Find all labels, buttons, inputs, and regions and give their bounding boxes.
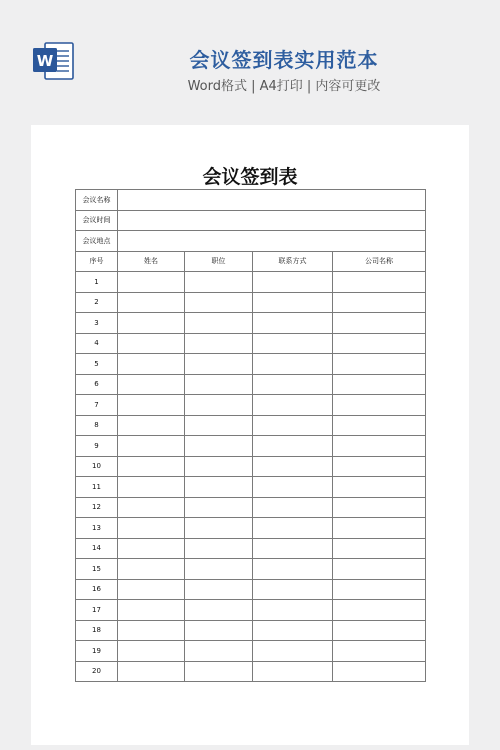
table-cell: [185, 518, 253, 539]
table-cell: [185, 661, 253, 682]
table-cell: [118, 538, 185, 559]
table-cell: [185, 395, 253, 416]
column-header: 联系方式: [253, 251, 333, 272]
row-number: 4: [76, 333, 118, 354]
table-cell: [253, 374, 333, 395]
column-header: 序号: [76, 251, 118, 272]
row-number: 12: [76, 497, 118, 518]
row-number: 14: [76, 538, 118, 559]
row-number: 7: [76, 395, 118, 416]
table-cell: [333, 292, 426, 313]
table-row: [76, 313, 426, 334]
table-cell: [253, 518, 333, 539]
table-row: [76, 436, 426, 457]
table-cell: [253, 292, 333, 313]
table-cell: [118, 272, 185, 293]
row-number: 16: [76, 579, 118, 600]
row-number: 2: [76, 292, 118, 313]
table-cell: [253, 354, 333, 375]
table-cell: [118, 518, 185, 539]
table-cell: [333, 600, 426, 621]
word-document-icon: [31, 40, 77, 82]
table-row: [76, 579, 426, 600]
table-cell: [118, 313, 185, 334]
meta-row: [76, 231, 426, 252]
table-cell: [185, 436, 253, 457]
table-cell: [253, 600, 333, 621]
table-cell: [333, 333, 426, 354]
meta-row: [76, 190, 426, 211]
meta-value-cell: [118, 190, 426, 211]
table-cell: [333, 579, 426, 600]
table-cell: [333, 456, 426, 477]
row-number: 18: [76, 620, 118, 641]
table-cell: [333, 497, 426, 518]
row-number: 1: [76, 272, 118, 293]
column-header: 公司名称: [333, 251, 426, 272]
table-cell: [253, 456, 333, 477]
table-cell: [333, 641, 426, 662]
table-cell: [185, 497, 253, 518]
table-cell: [253, 477, 333, 498]
column-header-row: [76, 251, 426, 272]
table-cell: [118, 374, 185, 395]
table-cell: [333, 477, 426, 498]
column-header: 职位: [185, 251, 253, 272]
table-row: [76, 292, 426, 313]
table-cell: [253, 538, 333, 559]
table-row: [76, 456, 426, 477]
table-cell: [333, 436, 426, 457]
table-cell: [118, 456, 185, 477]
table-cell: [185, 374, 253, 395]
row-number: 10: [76, 456, 118, 477]
table-cell: [185, 620, 253, 641]
table-cell: [333, 559, 426, 580]
table-cell: [253, 497, 333, 518]
table-cell: [185, 538, 253, 559]
table-cell: [118, 415, 185, 436]
table-cell: [185, 354, 253, 375]
document-preview: [31, 125, 469, 745]
table-cell: [185, 477, 253, 498]
table-cell: [118, 497, 185, 518]
row-number: 13: [76, 518, 118, 539]
row-number: 3: [76, 313, 118, 334]
table-cell: [333, 415, 426, 436]
row-number: 9: [76, 436, 118, 457]
document-title: 会议签到表: [202, 166, 298, 188]
table-cell: [253, 620, 333, 641]
page-header: [0, 0, 500, 125]
table-cell: [185, 292, 253, 313]
row-number: 11: [76, 477, 118, 498]
table-row: [76, 415, 426, 436]
table-cell: [118, 292, 185, 313]
table-row: [76, 518, 426, 539]
row-number: 19: [76, 641, 118, 662]
table-cell: [253, 395, 333, 416]
table-cell: [185, 415, 253, 436]
table-row: [76, 333, 426, 354]
table-cell: [185, 600, 253, 621]
table-row: [76, 497, 426, 518]
table-cell: [185, 333, 253, 354]
table-cell: [333, 518, 426, 539]
table-cell: [118, 354, 185, 375]
table-row: [76, 641, 426, 662]
table-cell: [185, 641, 253, 662]
meta-label: 会议名称: [76, 190, 118, 211]
page-title: 会议签到表实用范本: [189, 48, 379, 72]
table-cell: [118, 641, 185, 662]
meta-value-cell: [118, 210, 426, 231]
meta-label: 会议时间: [76, 210, 118, 231]
column-header: 姓名: [118, 251, 185, 272]
table-cell: [185, 313, 253, 334]
table-row: [76, 559, 426, 580]
table-cell: [185, 559, 253, 580]
table-cell: [118, 436, 185, 457]
table-row: [76, 620, 426, 641]
row-number: 20: [76, 661, 118, 682]
table-cell: [185, 579, 253, 600]
table-row: [76, 272, 426, 293]
table-cell: [118, 661, 185, 682]
meta-value-cell: [118, 231, 426, 252]
svg-text:W: W: [36, 52, 54, 70]
table-cell: [118, 477, 185, 498]
row-number: 15: [76, 559, 118, 580]
table-row: [76, 600, 426, 621]
table-cell: [253, 436, 333, 457]
table-cell: [333, 374, 426, 395]
meta-row: [76, 210, 426, 231]
table-cell: [253, 333, 333, 354]
table-cell: [333, 313, 426, 334]
table-cell: [253, 415, 333, 436]
table-row: [76, 538, 426, 559]
row-number: 17: [76, 600, 118, 621]
table-cell: [118, 559, 185, 580]
row-number: 5: [76, 354, 118, 375]
table-cell: [253, 313, 333, 334]
meta-label: 会议地点: [76, 231, 118, 252]
row-number: 8: [76, 415, 118, 436]
table-cell: [333, 354, 426, 375]
table-cell: [253, 661, 333, 682]
table-cell: [253, 641, 333, 662]
table-row: [76, 661, 426, 682]
table-cell: [333, 272, 426, 293]
table-cell: [185, 272, 253, 293]
table-row: [76, 374, 426, 395]
table-cell: [333, 538, 426, 559]
table-row: [76, 477, 426, 498]
table-cell: [118, 600, 185, 621]
table-cell: [253, 272, 333, 293]
table-cell: [118, 395, 185, 416]
table-cell: [333, 620, 426, 641]
table-cell: [253, 579, 333, 600]
row-number: 6: [76, 374, 118, 395]
table-row: [76, 354, 426, 375]
table-cell: [118, 579, 185, 600]
sign-in-table: [75, 189, 426, 682]
table-cell: [333, 395, 426, 416]
table-cell: [185, 456, 253, 477]
table-cell: [118, 333, 185, 354]
table-row: [76, 395, 426, 416]
table-cell: [118, 620, 185, 641]
table-cell: [333, 661, 426, 682]
page-subtitle: Word格式 | A4打印 | 内容可更改: [187, 79, 381, 94]
table-cell: [253, 559, 333, 580]
